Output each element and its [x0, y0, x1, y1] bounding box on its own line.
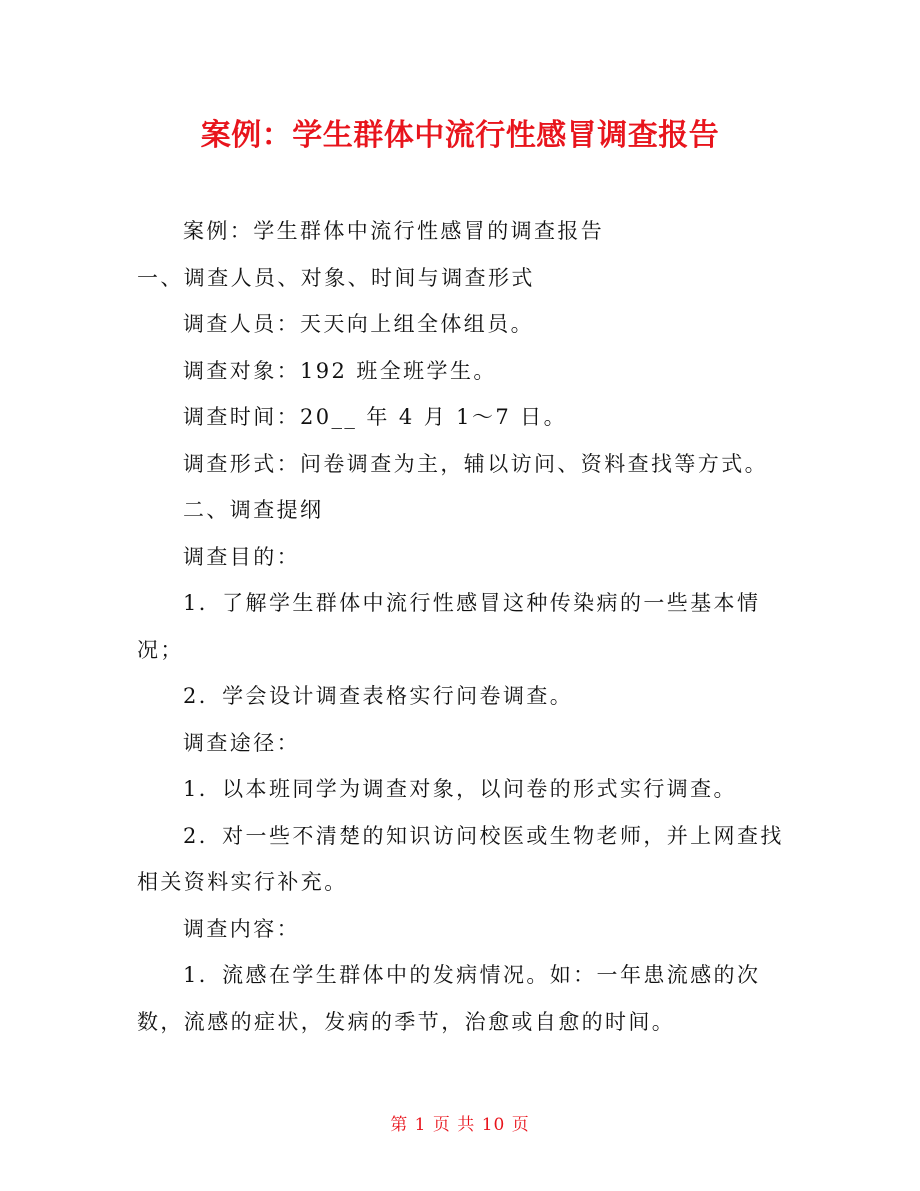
- paragraph-investigators: 调查人员：天天向上组全体组员。: [183, 312, 534, 336]
- paragraph-content-1: 1．流感在学生群体中的发病情况。如：一年患流感的次数，流感的症状，发病的季节，治愈或自愈的时间。: [137, 963, 761, 1034]
- paragraph-subjects: 调查对象：192 班全班学生。: [183, 358, 497, 383]
- section-heading-1: 一、调查人员、对象、时间与调查形式: [137, 265, 535, 290]
- document-body: [137, 208, 787, 1045]
- paragraph-purpose-2: 2．学会设计调查表格实行问卷调查。: [183, 684, 574, 708]
- paragraph-method: 调查形式：问卷调查为主，辅以访问、资料查找等方式。: [183, 451, 768, 476]
- paragraph-content-label: 调查内容：: [183, 916, 300, 941]
- paragraph-report-heading: 案例：学生群体中流行性感冒的调查报告: [183, 219, 605, 243]
- paragraph-approach-2: 2．对一些不清楚的知识访问校医或生物老师，并上网查找相关资料实行补充。: [137, 823, 784, 894]
- paragraph-approach-label: 调查途径：: [183, 730, 300, 755]
- paragraph-time: 调查时间：20__ 年 4 月 1～7 日。: [183, 405, 567, 429]
- paragraph-purpose-label: 调查目的：: [183, 544, 300, 569]
- paragraph-purpose-1: 1．了解学生群体中流行性感冒这种传染病的一些基本情况；: [137, 591, 761, 662]
- section-heading-2: 二、调查提纲: [183, 498, 324, 522]
- page-number-footer: 第 1 页 共 10 页: [390, 1115, 530, 1135]
- document-title: 案例：学生群体中流行性感冒调查报告: [200, 118, 720, 153]
- paragraph-approach-1: 1．以本班同学为调查对象，以问卷的形式实行调查。: [183, 777, 737, 801]
